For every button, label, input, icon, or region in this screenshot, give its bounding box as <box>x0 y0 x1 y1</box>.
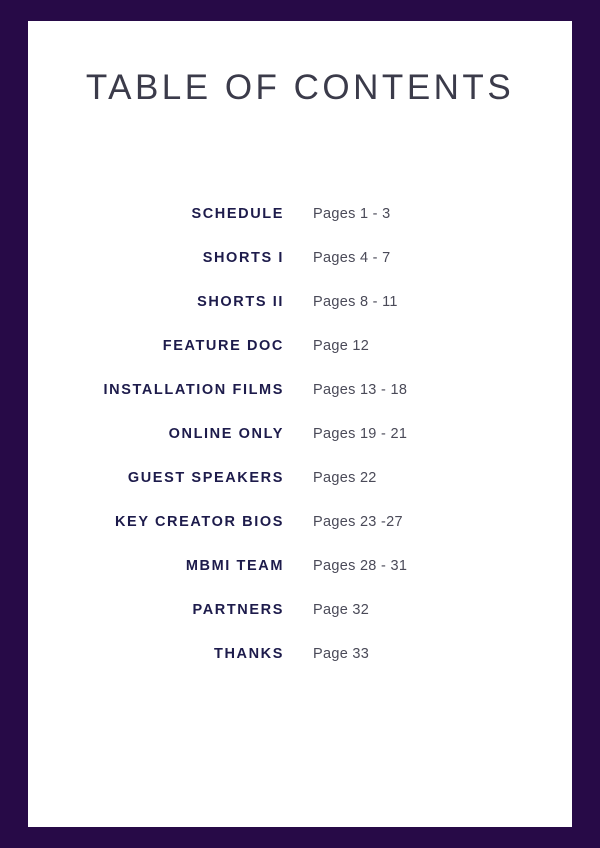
toc-entry-label: SCHEDULE <box>191 206 284 222</box>
list-item[interactable] <box>28 426 572 470</box>
toc-entry-pages: Page 33 <box>313 646 370 662</box>
toc-entry-label: PARTNERS <box>192 602 284 618</box>
toc-entry-pages: Pages 8 - 11 <box>313 294 398 310</box>
toc-entry-pages: Pages 28 - 31 <box>313 558 408 574</box>
toc-entry-pages: Pages 23 -27 <box>313 514 403 530</box>
list-item[interactable] <box>28 558 572 602</box>
list-item[interactable] <box>28 470 572 514</box>
table-of-contents-list <box>28 206 572 690</box>
list-item[interactable] <box>28 514 572 558</box>
toc-entry-label: FEATURE DOC <box>162 338 284 354</box>
toc-entry-label: KEY CREATOR BIOS <box>114 514 284 530</box>
list-item[interactable] <box>28 250 572 294</box>
toc-entry-label: GUEST SPEAKERS <box>127 470 284 486</box>
page-title: TABLE OF CONTENTS <box>85 68 515 107</box>
list-item[interactable] <box>28 294 572 338</box>
toc-entry-label: MBMI TEAM <box>185 558 284 574</box>
toc-entry-pages: Pages 13 - 18 <box>313 382 408 398</box>
toc-entry-label: SHORTS I <box>202 250 284 266</box>
toc-entry-label: THANKS <box>213 646 284 662</box>
toc-entry-pages: Pages 22 <box>313 470 377 486</box>
list-item[interactable] <box>28 338 572 382</box>
list-item[interactable] <box>28 602 572 646</box>
list-item[interactable] <box>28 382 572 426</box>
toc-entry-pages: Pages 19 - 21 <box>313 426 408 442</box>
toc-entry-pages: Pages 4 - 7 <box>313 250 391 266</box>
list-item[interactable] <box>28 206 572 250</box>
toc-entry-pages: Pages 1 - 3 <box>313 206 391 222</box>
toc-entry-pages: Page 12 <box>313 338 370 354</box>
toc-entry-pages: Page 32 <box>313 602 370 618</box>
list-item[interactable] <box>28 646 572 690</box>
toc-entry-label: ONLINE ONLY <box>168 426 284 442</box>
page-canvas <box>28 21 572 827</box>
toc-entry-label: SHORTS II <box>197 294 284 310</box>
toc-entry-label: INSTALLATION FILMS <box>103 382 284 398</box>
